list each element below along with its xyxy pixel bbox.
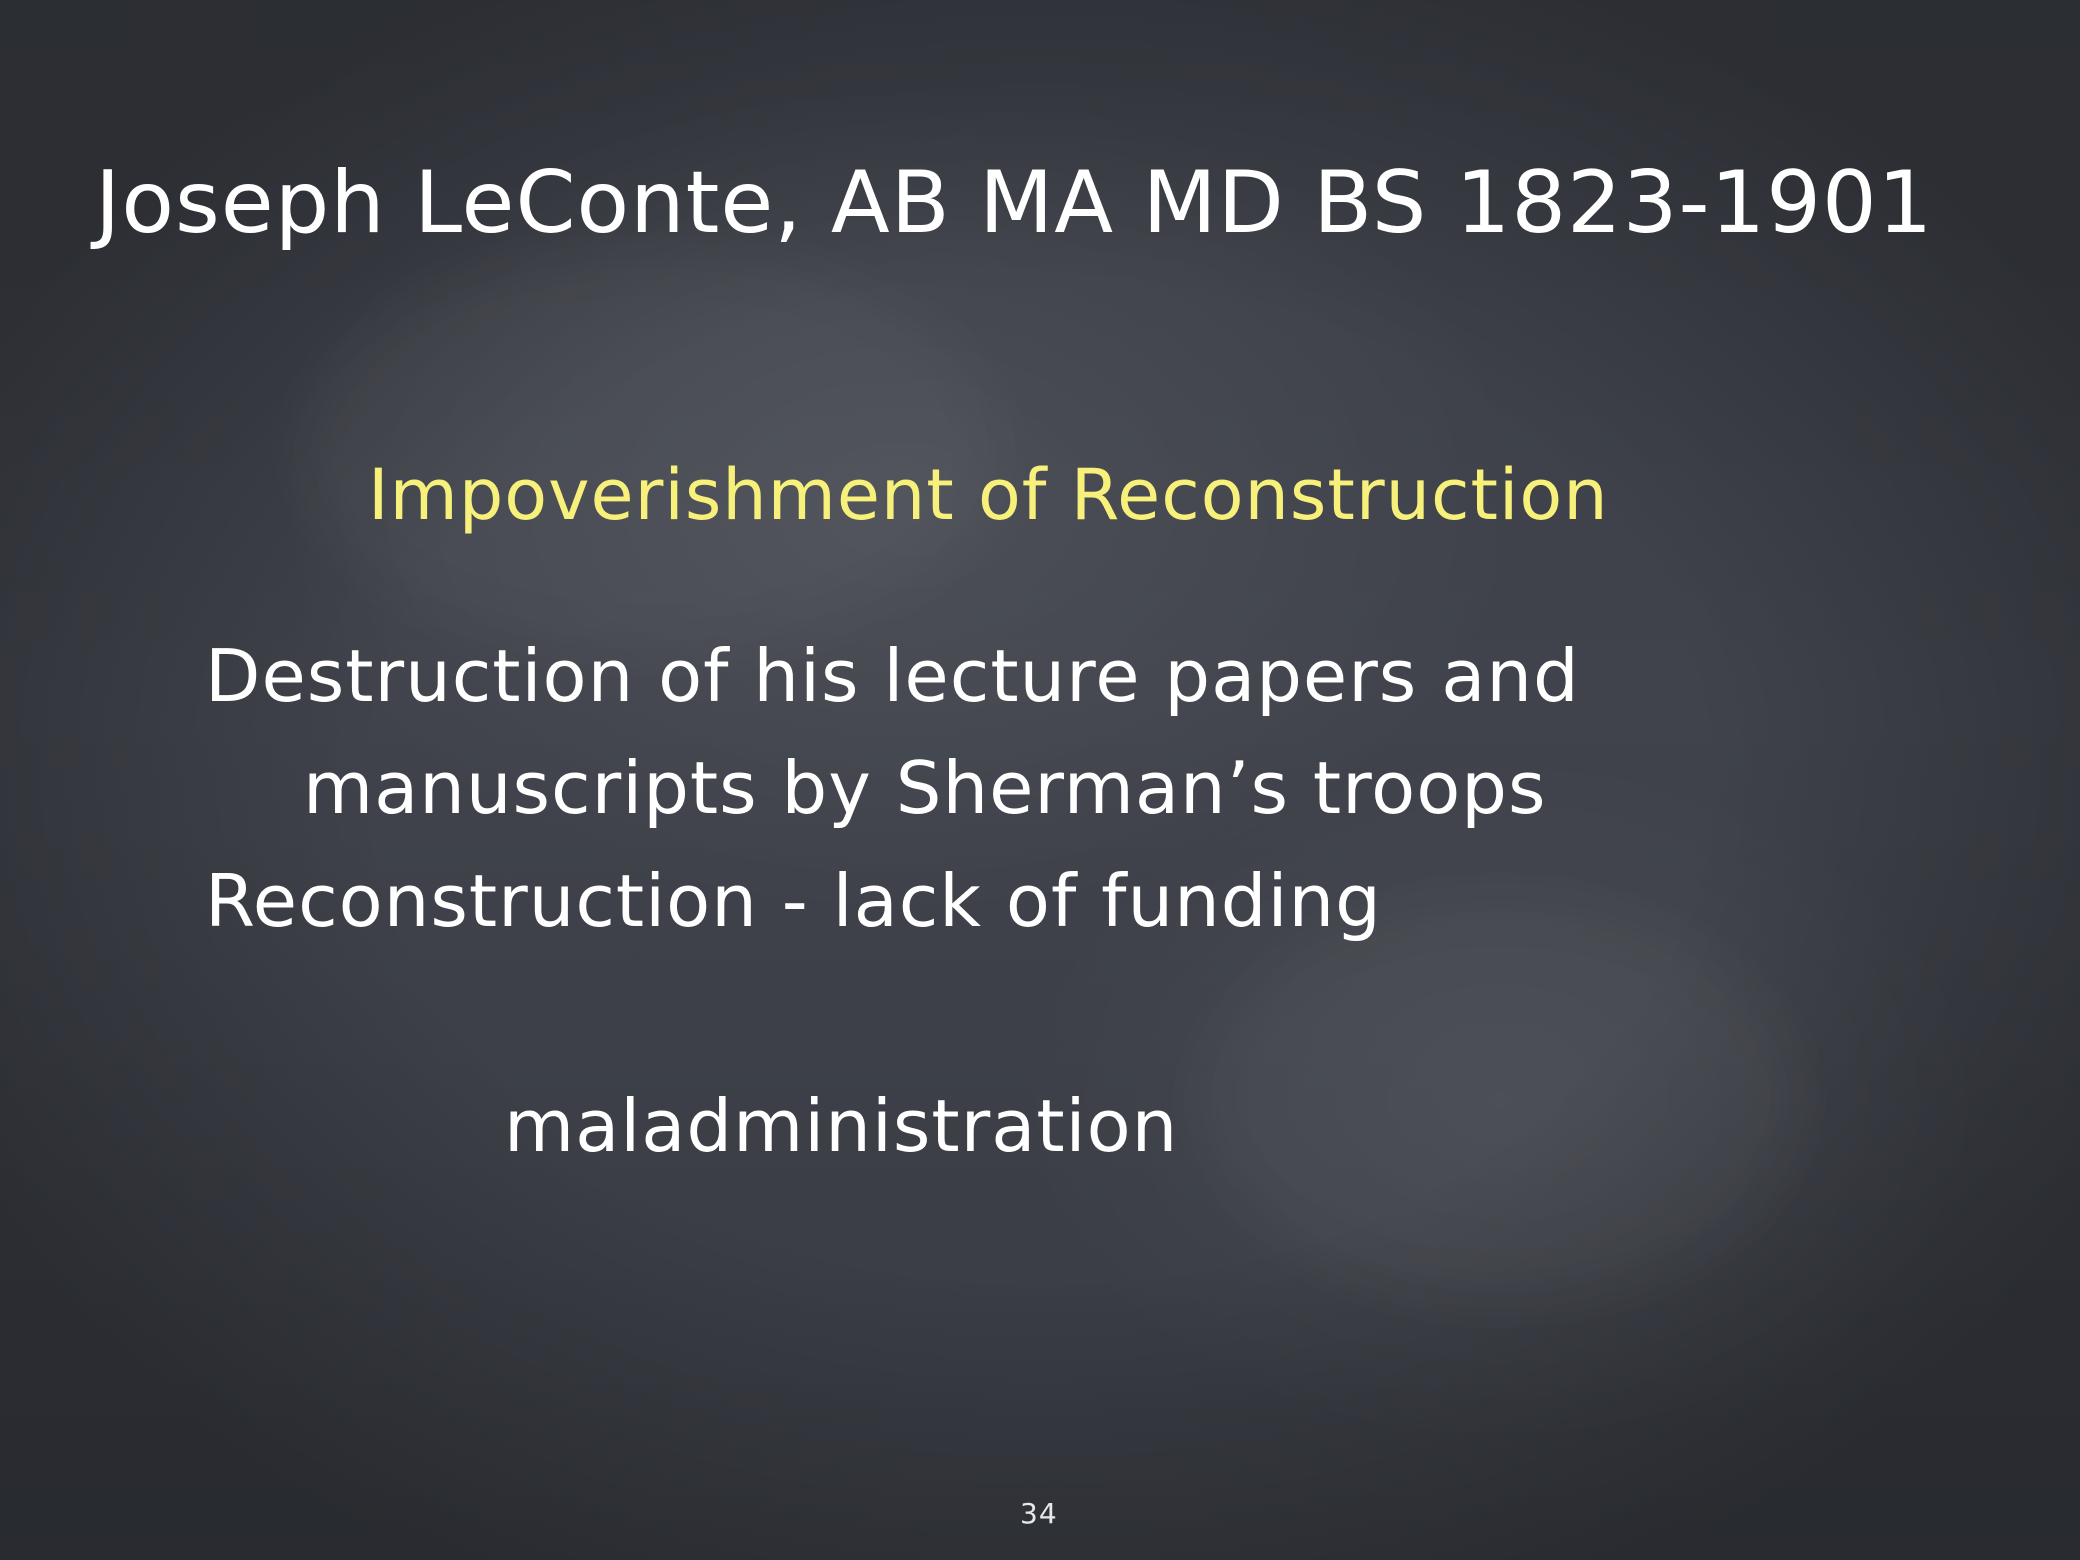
slide-title: Joseph LeConte, AB MA MD BS 1823-1901: [95, 153, 1934, 253]
bullet-destruction-line1: Destruction of his lecture papers and: [205, 634, 1580, 718]
bullet-destruction-line2: manuscripts by Sherman’s troops: [303, 746, 1547, 830]
page-number: 34: [1020, 1497, 1058, 1530]
chalk-smudge: [300, 250, 1000, 650]
slide-subtitle: Impoverishment of Reconstruction: [368, 454, 1609, 536]
bullet-reconstruction: Reconstruction - lack of funding: [205, 859, 1382, 943]
chalk-smudge: [1200, 900, 1800, 1300]
maladministration-text: maladministration: [504, 1084, 1179, 1168]
